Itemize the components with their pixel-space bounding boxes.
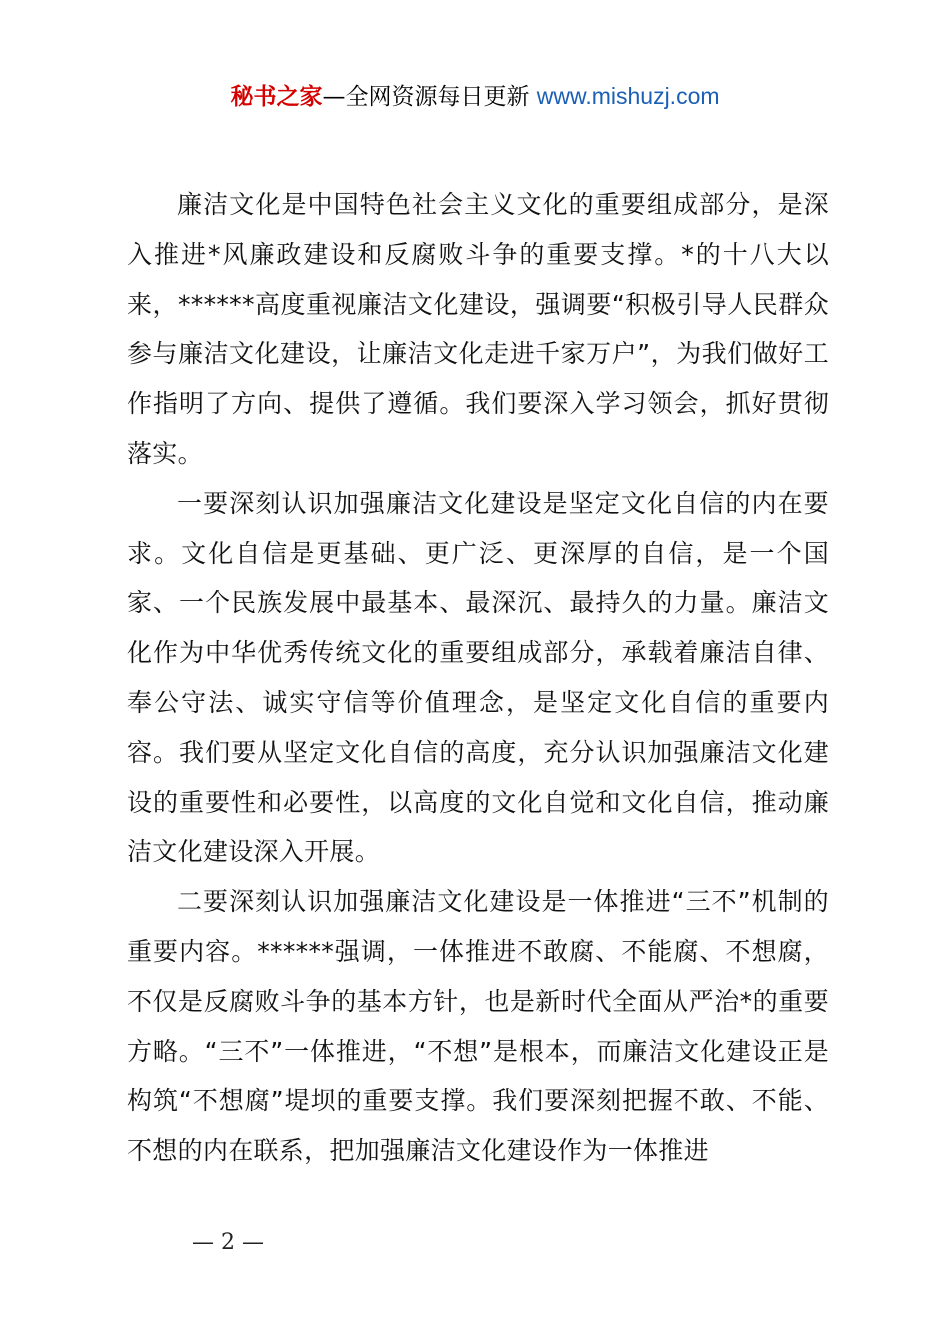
paragraph-point-two: 二要深刻认识加强廉洁文化建设是一体推进“三不”机制的重要内容。******强调，一体推进不敢腐、不能腐、不想腐，不仅是反腐败斗争的基本方针，也是新时代全面从严治*的重要方略。“三不”一体推进，“不想”是根本，而廉洁文化建设正是构筑“不想腐”堤坝的重要支撑。我们要深刻把握不敢、不能、不想的内在联系，把加强廉洁文化建设作为一体推进 — [127, 887, 829, 1166]
document-body — [127, 180, 829, 1176]
brand-name: 秘书之家 — [230, 84, 323, 110]
site-url-link[interactable]: www.mishuzj.com — [536, 83, 720, 109]
site-banner — [0, 78, 950, 115]
page-number: — 2 — — [192, 1230, 264, 1255]
paragraph-point-one: 一要深刻认识加强廉洁文化建设是坚定文化自信的内在要求。文化自信是更基础、更广泛、更深厚的自信，是一个国家、一个民族发展中最基本、最深沉、最持久的力量。廉洁文化作为中华优秀传统文化的重要组成部分，承载着廉洁自律、奉公守法、诚实守信等价值理念，是坚定文化自信的重要内容。我们要从坚定文化自信的高度，充分认识加强廉洁文化建设的重要性和必要性，以高度的文化自觉和文化自信，推动廉洁文化建设深入开展。 — [127, 488, 829, 867]
paragraph-intro: 廉洁文化是中国特色社会主义文化的重要组成部分，是深入推进*风廉政建设和反腐败斗争的重要支撑。*的十八大以来，******高度重视廉洁文化建设，强调要“积极引导人民群众参与廉洁文化建设，让廉洁文化走进千家万户”，为我们做好工作指明了方向、提供了遵循。我们要深入学习领会，抓好贯彻落实。 — [127, 190, 829, 468]
banner-slogan: —全网资源每日更新 — [322, 84, 537, 110]
